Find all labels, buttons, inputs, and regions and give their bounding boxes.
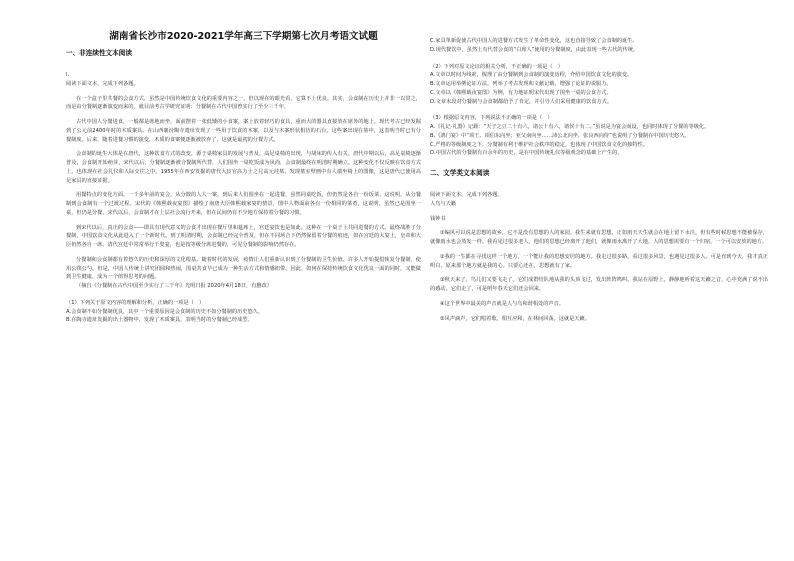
option: C.严格的等级制度之下，分餐制有利于维护社会秩序的稳定，也体现了中国饮食文化的独特性。	[430, 141, 648, 148]
story-paragraph: ①编风可以说是思想的故乡，它不是没有思想的人的家园。我生来就有思想，正如雨天天生就会在地上留下水洼。但有些时候思想不能被保存，就像雨水也会蒸发一样。我看见过很多老人，他们的思想已经离开了他们，就像雨水离开了大地。人的思想需要有一个归宿，一个可以安放的地方。	[430, 230, 768, 245]
paragraph: 古代中国人分餐进食，一般都是席地而坐，面前摆着一张低矮的小食案，案上放着轻巧的食具，重而大的器具直接放在席外的地上。现代考古已经发掘到了公元前2400年时的木质案具。在山西襄汾陶寺遗址发现了一些用于饮食的木案，以及与木案形状相仿的石台，这些案出现在墓中，这表明当时已有分餐制度。后来，随着进餐习惯的演变，木质的食案便逐渐被放弃了，这就是最初的分餐方式。	[66, 119, 421, 143]
right-column	[430, 37, 768, 323]
story-paragraph: ⑤风声滴声，它们唱着歌，相互应和，在林间回荡。这就是天籁。	[440, 315, 590, 322]
page-title: 湖南省长沙市2020-2021学年高三下学期第七次月考语文试题	[109, 31, 378, 42]
option: B.在陶寺遗址发掘的出土器物中，发现了木质案具，表明当时的分餐制已经成型。	[66, 317, 253, 324]
question-1: （1）下列关于原文内容的理解和分析，正确的一项是（ ）	[66, 299, 205, 306]
paragraph: 用餐特点的变化方面。一千多年前的宴会，从分散的人人一案，到后来人们围坐在一起进餐，虽然同桌吃饭，但仍然是各自一份饭菜，这说明，从分餐制到会食制有一个过渡过程。宋代的《韩熙载夜宴图》描绘了南唐大臣韩熙载家宴的情景，图中人物面前各有一份相同的菜肴。这说明，虽然已是围坐一桌，但仍是分餐。宋代以后，会食制才在上层社会流行开来，但在民间仍有不少地方保持着分餐的习惯。	[66, 192, 421, 216]
story-paragraph: ④这个世界中最美的声音就是人与鸟和谐相处的声音。	[440, 300, 564, 307]
section-heading-2: 二、文学类文本阅读	[430, 169, 490, 177]
paragraph: 到宋代以后，真正的会食——即具有现代意义的会食才出现在餐厅里和筵席上，宫廷宴饮也是如此。这种在一个桌子上共同进餐的方式，最终战胜了分餐制，中国饮食文化从此进入了一个新时代。到了明清时期，会食制已经完全普及，但在不同场合下仍然保留着分餐的痕迹，如在宫廷的大宴上，皇帝和大臣仍然各自一席。清代宫廷中常常举行千叟宴，也是按等级分席进餐的，可见分餐制的影响仍然存在。	[66, 224, 421, 248]
option: B.文章运用举例论证方法，列举了考古发现和文献记载，增强了论证的说服力。	[430, 81, 612, 87]
section-heading-1: 一、非连续性文本阅读	[66, 49, 132, 57]
option: D.中国古代的分餐制有百余年的历史，是在中国传统礼仪等级观念的基础上产生的。	[430, 150, 623, 157]
option: C.家具革新促使古代中国人的进餐方式发生了革命性变化，这也直接导致了会食制的诞生。	[430, 38, 638, 44]
story-paragraph: ②我的一生都在寻找这样一个地方，一个能让我的思想安居的地方。我走过很多路，看过很多风景，也遇见过很多人。可是直到今天，我才真正明白，原来那个地方就是我的心。只要心还在，思想就有了家。	[430, 253, 768, 269]
option: C.文章以《韩熙载夜宴图》为例，有力地证明宋代出现了围坐一桌的会食方式。	[430, 89, 612, 96]
option: A.文章以时间为线索，梳理了由分餐制到会食制的演变历程，介绍中国饮食文化的演变。	[430, 72, 633, 79]
paragraph: 在一个盒子里共餐的会食方式，虽然是中国传统饮食文化的重要内容之一，但以现在的眼光看，它算不上优良。其实，会食制在历史上并非一以贯之，而是由分餐制逐渐演变而来的。就目前考古学研究证明：分餐制在古代中国曾实行了至少三千年。	[66, 95, 421, 111]
source-citation: （摘自《分餐制在古代中国至少实行了三千年》光明日报 2020年4月18日，有删改）	[76, 283, 272, 289]
instruction: 阅读下面文本，完成下列各题。	[430, 192, 503, 198]
option: A.《礼记·礼器》记载：“天子之豆二十有六，诸公十有六，诸侯十有二。”虽说是为宴会而设，也同时体现了分餐的等级化。	[430, 124, 710, 130]
option: A.会食制不如分餐制优良，其中一个重要原因是会食制的历史不如分餐制的历史悠久。	[66, 308, 264, 315]
author: 钱钟书	[430, 215, 446, 222]
paragraph: 会食制的诞生大体是在唐代，这种饮食方式的改变，源于桌椅家具的发展与普及。高足桌椅的出现，与胡床的传入有关。唐代中期以后，高足桌椅逐渐普及，会食制开始萌芽，宋代以后，分餐制逐渐被合餐制所代替，人们围坐一桌吃饭成为风尚，会食制最终在明清时期确立。这种变化不仅反映在饮食方式上，也体现在社会礼仪和人际交往之中。1955年在西安发掘的唐代大宦官高力士之兄高元珪墓，发现墓室壁画中有人端坐椅上的图像，这是唐代已使用高足家具的直接证据。	[66, 151, 421, 184]
instruction: 阅读下面文本，完成下列各题。	[66, 80, 139, 87]
paragraph: 分餐制和会食制都有着悠久的历史和深厚的文化根基。随着时代的发展，疫情让人们重新认识到了分餐制的卫生价值，许多人开始提倡恢复分餐制，使用公筷公勺。但是，中国人传统上讲究团圆和热闹，围桌共食早已成为一种生活方式和情感纽带。因此，如何在保持传统饮食文化优良一面的同时，又能做到卫生健康，成为一个值得思考的问题。	[66, 256, 421, 281]
question-3: （3）根据原文内容，下列说法不正确的一项是（ ）	[430, 115, 553, 122]
story-paragraph: ③秋天来了，鸟儿们又要飞走了。它们成群结队地从我的头顶飞过，发出阵阵鸣叫。我站在原野上，静静地听着这天籁之音，心中充满了说不出的感动。它们走了，可是明年春天它们还会回来。	[430, 277, 768, 292]
question-2: （2）下列对原文论证的相关分析，不正确的一项是（ ）	[430, 63, 563, 70]
option: D.现代餐饮中，虽然上有代替会食的“白席人”使用的分餐制度，由此表现一些古代的传统。	[430, 46, 639, 53]
passage-number: I.	[66, 72, 70, 78]
story-title: 人鸟与天籁	[430, 200, 456, 207]
option: D.文章末段对分餐制与会食制都给予了肯定，并引导人们采用健康的饮食方式。	[430, 98, 613, 105]
option: B.《鸿门宴》中“项王、项伯东向坐；亚父南向坐……沛公北向坐，张良西向侍”也说明了分餐制在中国历史悠久。	[430, 132, 690, 139]
left-column	[66, 22, 421, 325]
